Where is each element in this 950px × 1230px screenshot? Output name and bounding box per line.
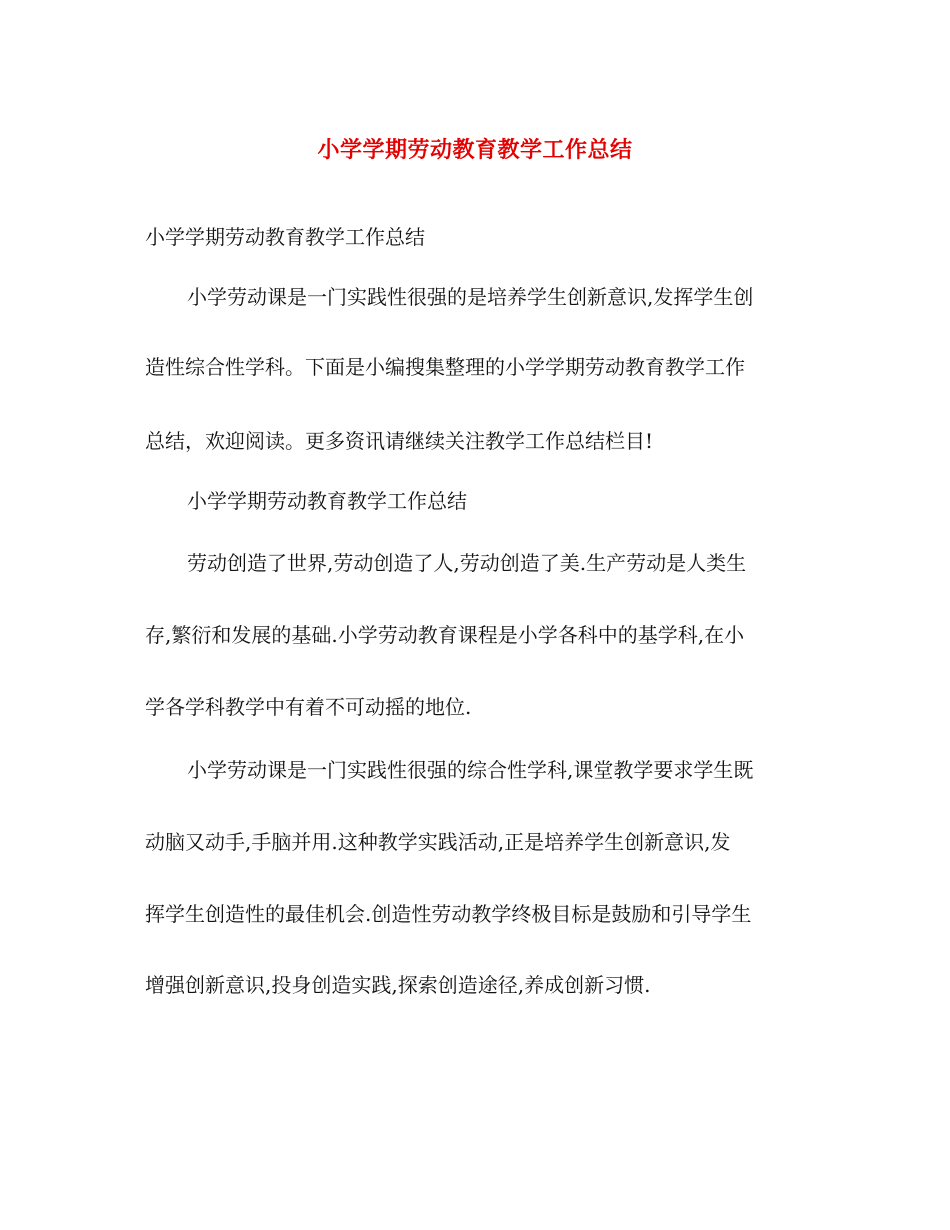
paragraph-2-line-1: 劳动创造了世界,劳动创造了人,劳动创造了美.生产劳动是人类生: [187, 551, 747, 575]
paragraph-2-line-3: 学各学科教学中有着不可动摇的地位.: [145, 695, 472, 719]
paragraph-3-line-1: 小学劳动课是一门实践性很强的综合性学科,课堂教学要求学生既: [187, 758, 754, 782]
paragraph-1-line-2: 造性综合性学科。下面是小编搜集整理的小学学期劳动教育教学工作: [145, 355, 745, 379]
paragraph-1-line-3: 总结，欢迎阅读。更多资讯请继续关注教学工作总结栏目!: [145, 429, 654, 453]
paragraph-1-line-1: 小学劳动课是一门实践性很强的是培养学生创新意识,发挥学生创: [187, 285, 754, 309]
subtitle-line: 小学学期劳动教育教学工作总结: [145, 225, 425, 249]
paragraph-3-line-4: 增强创新意识,投身创造实践,探索创造途径,养成创新习惯.: [145, 973, 651, 997]
paragraph-3-line-2: 动脑又动手,手脑并用.这种教学实践活动,正是培养学生创新意识,发: [145, 830, 731, 854]
paragraph-2-line-2: 存,繁衍和发展的基础.小学劳动教育课程是小学各科中的基学科,在小: [145, 623, 745, 647]
document-title: 小学学期劳动教育教学工作总结: [317, 137, 633, 163]
section-heading: 小学学期劳动教育教学工作总结: [187, 489, 467, 513]
paragraph-3-line-3: 挥学生创造性的最佳机会.创造性劳动教学终极目标是鼓励和引导学生: [145, 902, 752, 926]
